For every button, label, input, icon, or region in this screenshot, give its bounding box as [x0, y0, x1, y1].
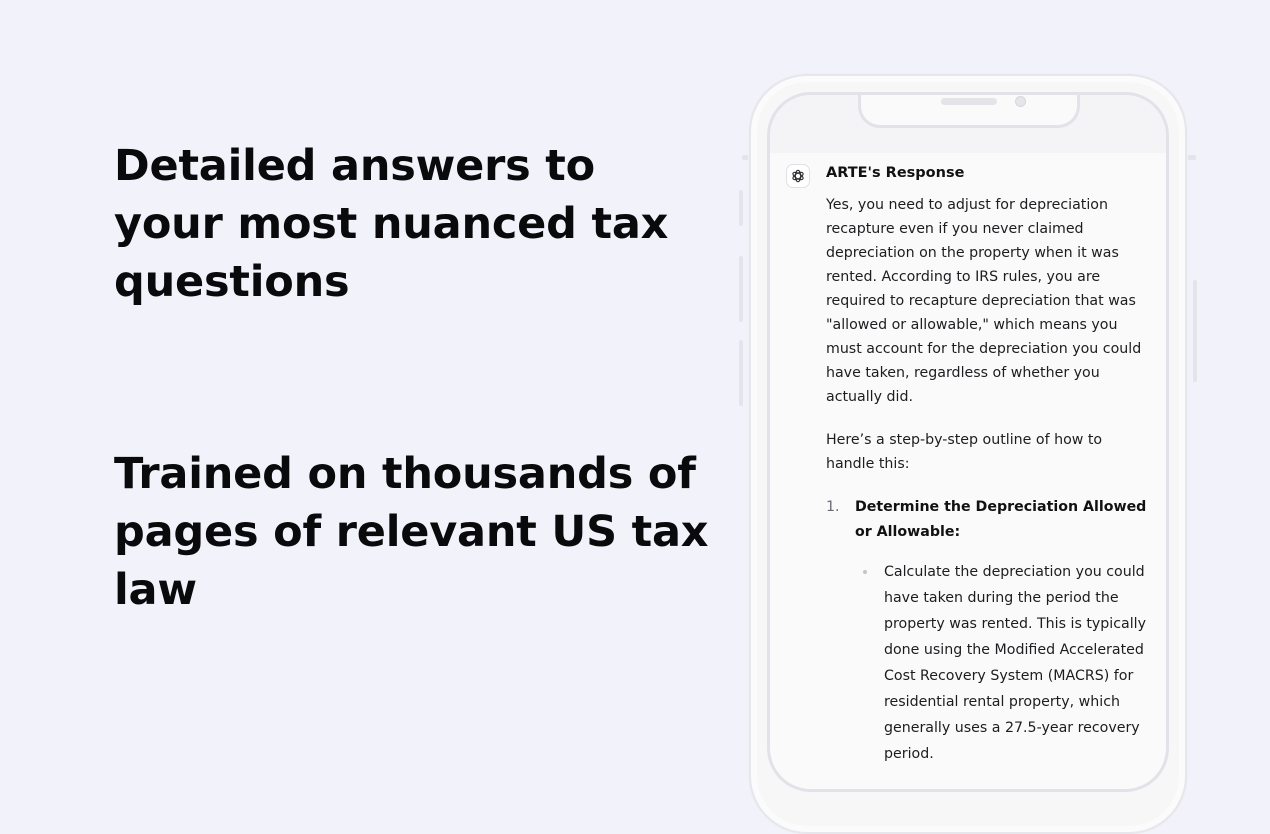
bullet-text: Calculate the depreciation you could have taken during the period the property was rented. This is typically done using the Modified Accelerated Cost Recovery System (MACRS) for residential rental property, which generally uses a 27.5-year recovery period.	[884, 564, 1147, 762]
speaker-grille	[941, 98, 997, 105]
list-item	[826, 495, 1152, 767]
headline-trained-on-tax-law: Trained on thousands of pages of relevant US tax law	[114, 449, 709, 615]
step-bullets	[855, 559, 1152, 767]
phone-volume-up-button	[739, 256, 743, 322]
openai-logo-icon	[786, 164, 810, 188]
message-sender: ARTE's Response	[826, 165, 965, 181]
bullet-dot	[863, 570, 867, 574]
phone-volume-down-button	[739, 340, 743, 406]
assistant-message	[826, 165, 1152, 767]
message-paragraph: Yes, you need to adjust for depreciation recapture even if you never claimed depreciation on the property when it was rented. According to IRS rules, you are required to recapture depreciation that was "allowed or allowable," which means you must account for the depreciation you could have taken, regardless of whether you actually did.	[826, 197, 1142, 405]
front-camera	[1015, 96, 1026, 107]
phone-antenna-band-right	[1186, 155, 1196, 160]
message-paragraph: Here’s a step-by-step outline of how to handle this:	[826, 432, 1103, 472]
phone-notch	[858, 92, 1080, 128]
phone-screen	[767, 92, 1169, 792]
step-title: Determine the Depreciation Allowed or Allowable:	[855, 499, 1147, 540]
step-number: 1.	[826, 499, 840, 515]
steps-list	[826, 495, 1152, 767]
headline-detailed-answers: Detailed answers to your most nuanced tax questions	[114, 141, 669, 307]
list-item	[855, 559, 1152, 767]
phone-power-button	[1193, 280, 1197, 382]
phone-mute-switch	[739, 190, 743, 226]
